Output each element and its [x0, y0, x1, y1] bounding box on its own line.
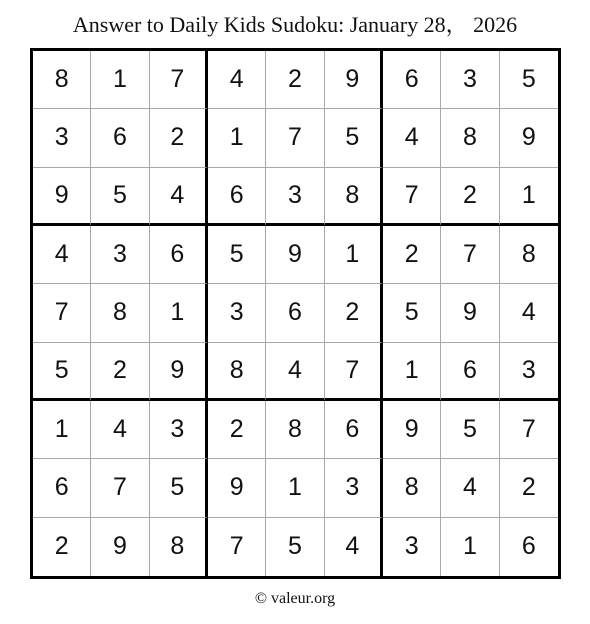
sudoku-cell-r7-c8: 5	[441, 401, 499, 459]
sudoku-cell-r1-c9: 5	[500, 51, 558, 109]
sudoku-cell-r6-c3: 9	[150, 343, 208, 401]
sudoku-cell-r6-c4: 8	[208, 343, 266, 401]
sudoku-cell-r4-c1: 4	[33, 226, 91, 284]
sudoku-cell-r7-c6: 6	[325, 401, 383, 459]
sudoku-cell-r4-c7: 2	[383, 226, 441, 284]
sudoku-cell-r5-c9: 4	[500, 284, 558, 342]
sudoku-cell-r8-c6: 3	[325, 459, 383, 517]
sudoku-cell-r9-c9: 6	[521, 532, 536, 561]
sudoku-cell-r1-c3: 7	[150, 51, 208, 109]
sudoku-cell-r4-c9: 8	[500, 226, 558, 284]
sudoku-cell-r4-c2: 3	[91, 226, 149, 284]
sudoku-cell-r7-c3: 3	[150, 401, 208, 459]
sudoku-cell-r2-c9: 9	[500, 109, 558, 167]
sudoku-cell-r8-c1: 6	[33, 459, 91, 517]
sudoku-cell-r5-c6: 2	[325, 284, 383, 342]
sudoku-cell-r9-c3: 8	[150, 518, 208, 576]
sudoku-cell-r5-c7: 5	[383, 284, 441, 342]
sudoku-cell-r5-c5: 6	[266, 284, 324, 342]
sudoku-cell-r8-c3: 5	[150, 459, 208, 517]
sudoku-cell-r3-c9: 1	[500, 168, 558, 226]
sudoku-cell-r8-c2: 7	[91, 459, 149, 517]
sudoku-cell-r2-c2: 6	[91, 109, 149, 167]
sudoku-cell-r7-c5: 8	[266, 401, 324, 459]
sudoku-cell-r2-c3: 2	[150, 109, 208, 167]
sudoku-cell-r5-c2: 8	[91, 284, 149, 342]
sudoku-cell-r5-c3: 1	[150, 284, 208, 342]
sudoku-cell-r6-c8: 6	[441, 343, 499, 401]
sudoku-cell-r1-c8: 3	[441, 51, 499, 109]
sudoku-cell-r3-c5: 3	[266, 168, 324, 226]
sudoku-cell-r9-c1: 2	[33, 518, 91, 576]
sudoku-cell-r1-c2: 1	[91, 51, 149, 109]
sudoku-cell-r5-c4: 3	[208, 284, 266, 342]
sudoku-cell-r9-c6: 4	[325, 518, 383, 576]
sudoku-cell-r8-c5: 1	[266, 459, 324, 517]
sudoku-cell-r8-c7: 8	[383, 459, 441, 517]
sudoku-cell-r9-c8: 1	[441, 518, 499, 576]
sudoku-cell-r3-c8: 2	[441, 168, 499, 226]
sudoku-cell-r7-c9: 7	[500, 401, 558, 459]
sudoku-cell-r9-c2: 9	[91, 518, 149, 576]
page-title: Answer to Daily Kids Sudoku: January 28， 2026	[72, 12, 518, 37]
sudoku-cell-r4-c6: 1	[325, 226, 383, 284]
sudoku-cell-r4-c5: 9	[266, 226, 324, 284]
sudoku-cell-r2-c8: 8	[441, 109, 499, 167]
sudoku-cell-r1-c5: 2	[266, 51, 324, 109]
sudoku-cell-r9-c4: 7	[208, 518, 266, 576]
sudoku-cell-r2-c6: 5	[325, 109, 383, 167]
sudoku-cell-r6-c6: 7	[325, 343, 383, 401]
sudoku-cell-r7-c4: 2	[208, 401, 266, 459]
sudoku-cell-r7-c7: 9	[383, 401, 441, 459]
sudoku-cell-r3-c3: 4	[150, 168, 208, 226]
sudoku-cell-r8-c4: 9	[208, 459, 266, 517]
sudoku-cell-r1-c4: 4	[208, 51, 266, 109]
sudoku-cell-r3-c6: 8	[325, 168, 383, 226]
sudoku-cell-r2-c1: 3	[33, 109, 91, 167]
sudoku-cell-r7-c1: 1	[33, 401, 91, 459]
sudoku-cell-r3-c2: 5	[91, 168, 149, 226]
sudoku-cell-r4-c3: 6	[150, 226, 208, 284]
sudoku-cell-r2-c4: 1	[208, 109, 266, 167]
sudoku-cell-r3-c1: 9	[33, 168, 91, 226]
sudoku-cell-r2-c5: 7	[266, 109, 324, 167]
sudoku-cell-r2-c7: 4	[383, 109, 441, 167]
sudoku-cell-r8-c9: 2	[500, 459, 558, 517]
sudoku-cell-r1-c7: 6	[383, 51, 441, 109]
sudoku-cell-r6-c1: 5	[33, 343, 91, 401]
sudoku-cell-r5-c1: 7	[33, 284, 91, 342]
sudoku-cell-r7-c2: 4	[91, 401, 149, 459]
sudoku-cell-r3-c4: 6	[208, 168, 266, 226]
sudoku-cell-r6-c2: 2	[91, 343, 149, 401]
sudoku-cell-r9-c5: 5	[266, 518, 324, 576]
sudoku-cell-r4-c8: 7	[441, 226, 499, 284]
copyright-footer: © valeur.org	[254, 590, 336, 607]
sudoku-cell-r8-c8: 4	[441, 459, 499, 517]
sudoku-cell-r1-c6: 9	[325, 51, 383, 109]
sudoku-cell-r5-c8: 9	[441, 284, 499, 342]
sudoku-cell-r4-c4: 5	[208, 226, 266, 284]
sudoku-cell-r3-c7: 7	[383, 168, 441, 226]
sudoku-board	[30, 48, 561, 579]
sudoku-cell-r6-c7: 1	[383, 343, 441, 401]
sudoku-cell-r9-c7: 3	[383, 518, 441, 576]
sudoku-cell-r1-c1: 8	[33, 51, 91, 109]
sudoku-cell-r6-c5: 4	[266, 343, 324, 401]
sudoku-cell-r6-c9: 3	[500, 343, 558, 401]
